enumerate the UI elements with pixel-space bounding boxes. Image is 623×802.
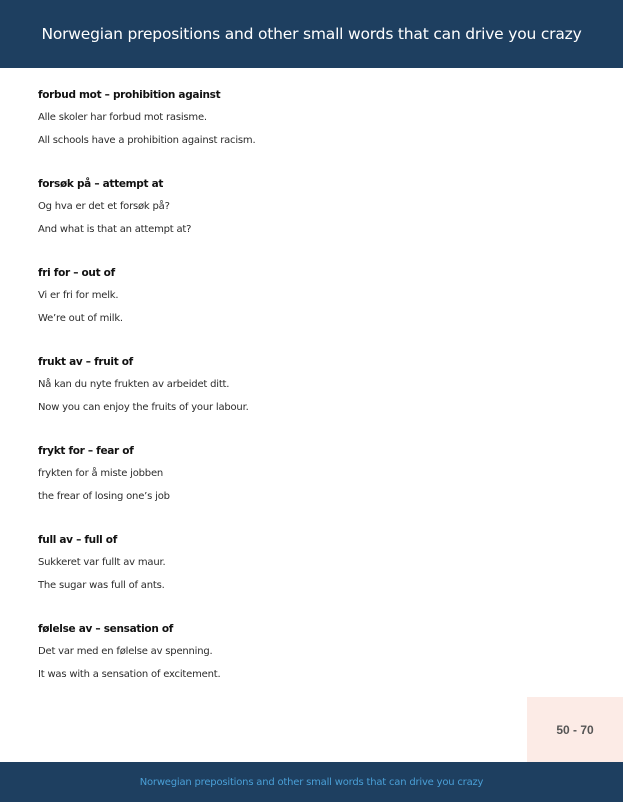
english-translation: Now you can enjoy the fruits of your labour. [38, 402, 249, 413]
english-translation: And what is that an attempt at? [38, 224, 192, 235]
page-title: Norwegian prepositions and other small words that can drive you crazy [41, 25, 582, 43]
page-range-label: 50 - 70 [556, 722, 594, 737]
english-translation: It was with a sensation of excitement. [38, 669, 221, 680]
norwegian-example: Sukkeret var fullt av maur. [38, 557, 166, 568]
vocab-entry [38, 175, 598, 239]
vocab-term: fri for – out of [38, 267, 115, 279]
norwegian-example: Det var med en følelse av spenning. [38, 646, 213, 657]
norwegian-example: Alle skoler har forbud mot rasisme. [38, 112, 207, 123]
norwegian-example: frykten for å miste jobben [38, 468, 164, 479]
vocab-entry [38, 353, 598, 417]
vocab-entry [38, 442, 598, 506]
vocab-term: følelse av – sensation of [38, 623, 174, 635]
vocab-entry [38, 531, 598, 595]
page-footer [0, 762, 623, 802]
page-header [0, 0, 623, 68]
vocab-entry [38, 620, 598, 684]
english-translation: the frear of losing one’s job [38, 491, 170, 502]
vocab-entry [38, 86, 598, 150]
footer-title-link[interactable]: Norwegian prepositions and other small words that can drive you crazy [139, 776, 484, 788]
vocab-term: frukt av – fruit of [38, 356, 133, 368]
norwegian-example: Vi er fri for melk. [38, 290, 119, 301]
vocabulary-list [38, 86, 598, 709]
pagination-indicator[interactable] [527, 697, 623, 762]
vocab-term: frykt for – fear of [38, 445, 134, 457]
norwegian-example: Nå kan du nyte frukten av arbeidet ditt. [38, 379, 230, 390]
english-translation: All schools have a prohibition against racism. [38, 135, 256, 146]
norwegian-example: Og hva er det et forsøk på? [38, 201, 170, 212]
vocab-term: forsøk på – attempt at [38, 178, 164, 190]
vocab-term: forbud mot – prohibition against [38, 89, 221, 101]
english-translation: We’re out of milk. [38, 313, 123, 324]
vocab-entry [38, 264, 598, 328]
vocab-term: full av – full of [38, 534, 117, 546]
english-translation: The sugar was full of ants. [38, 580, 165, 591]
